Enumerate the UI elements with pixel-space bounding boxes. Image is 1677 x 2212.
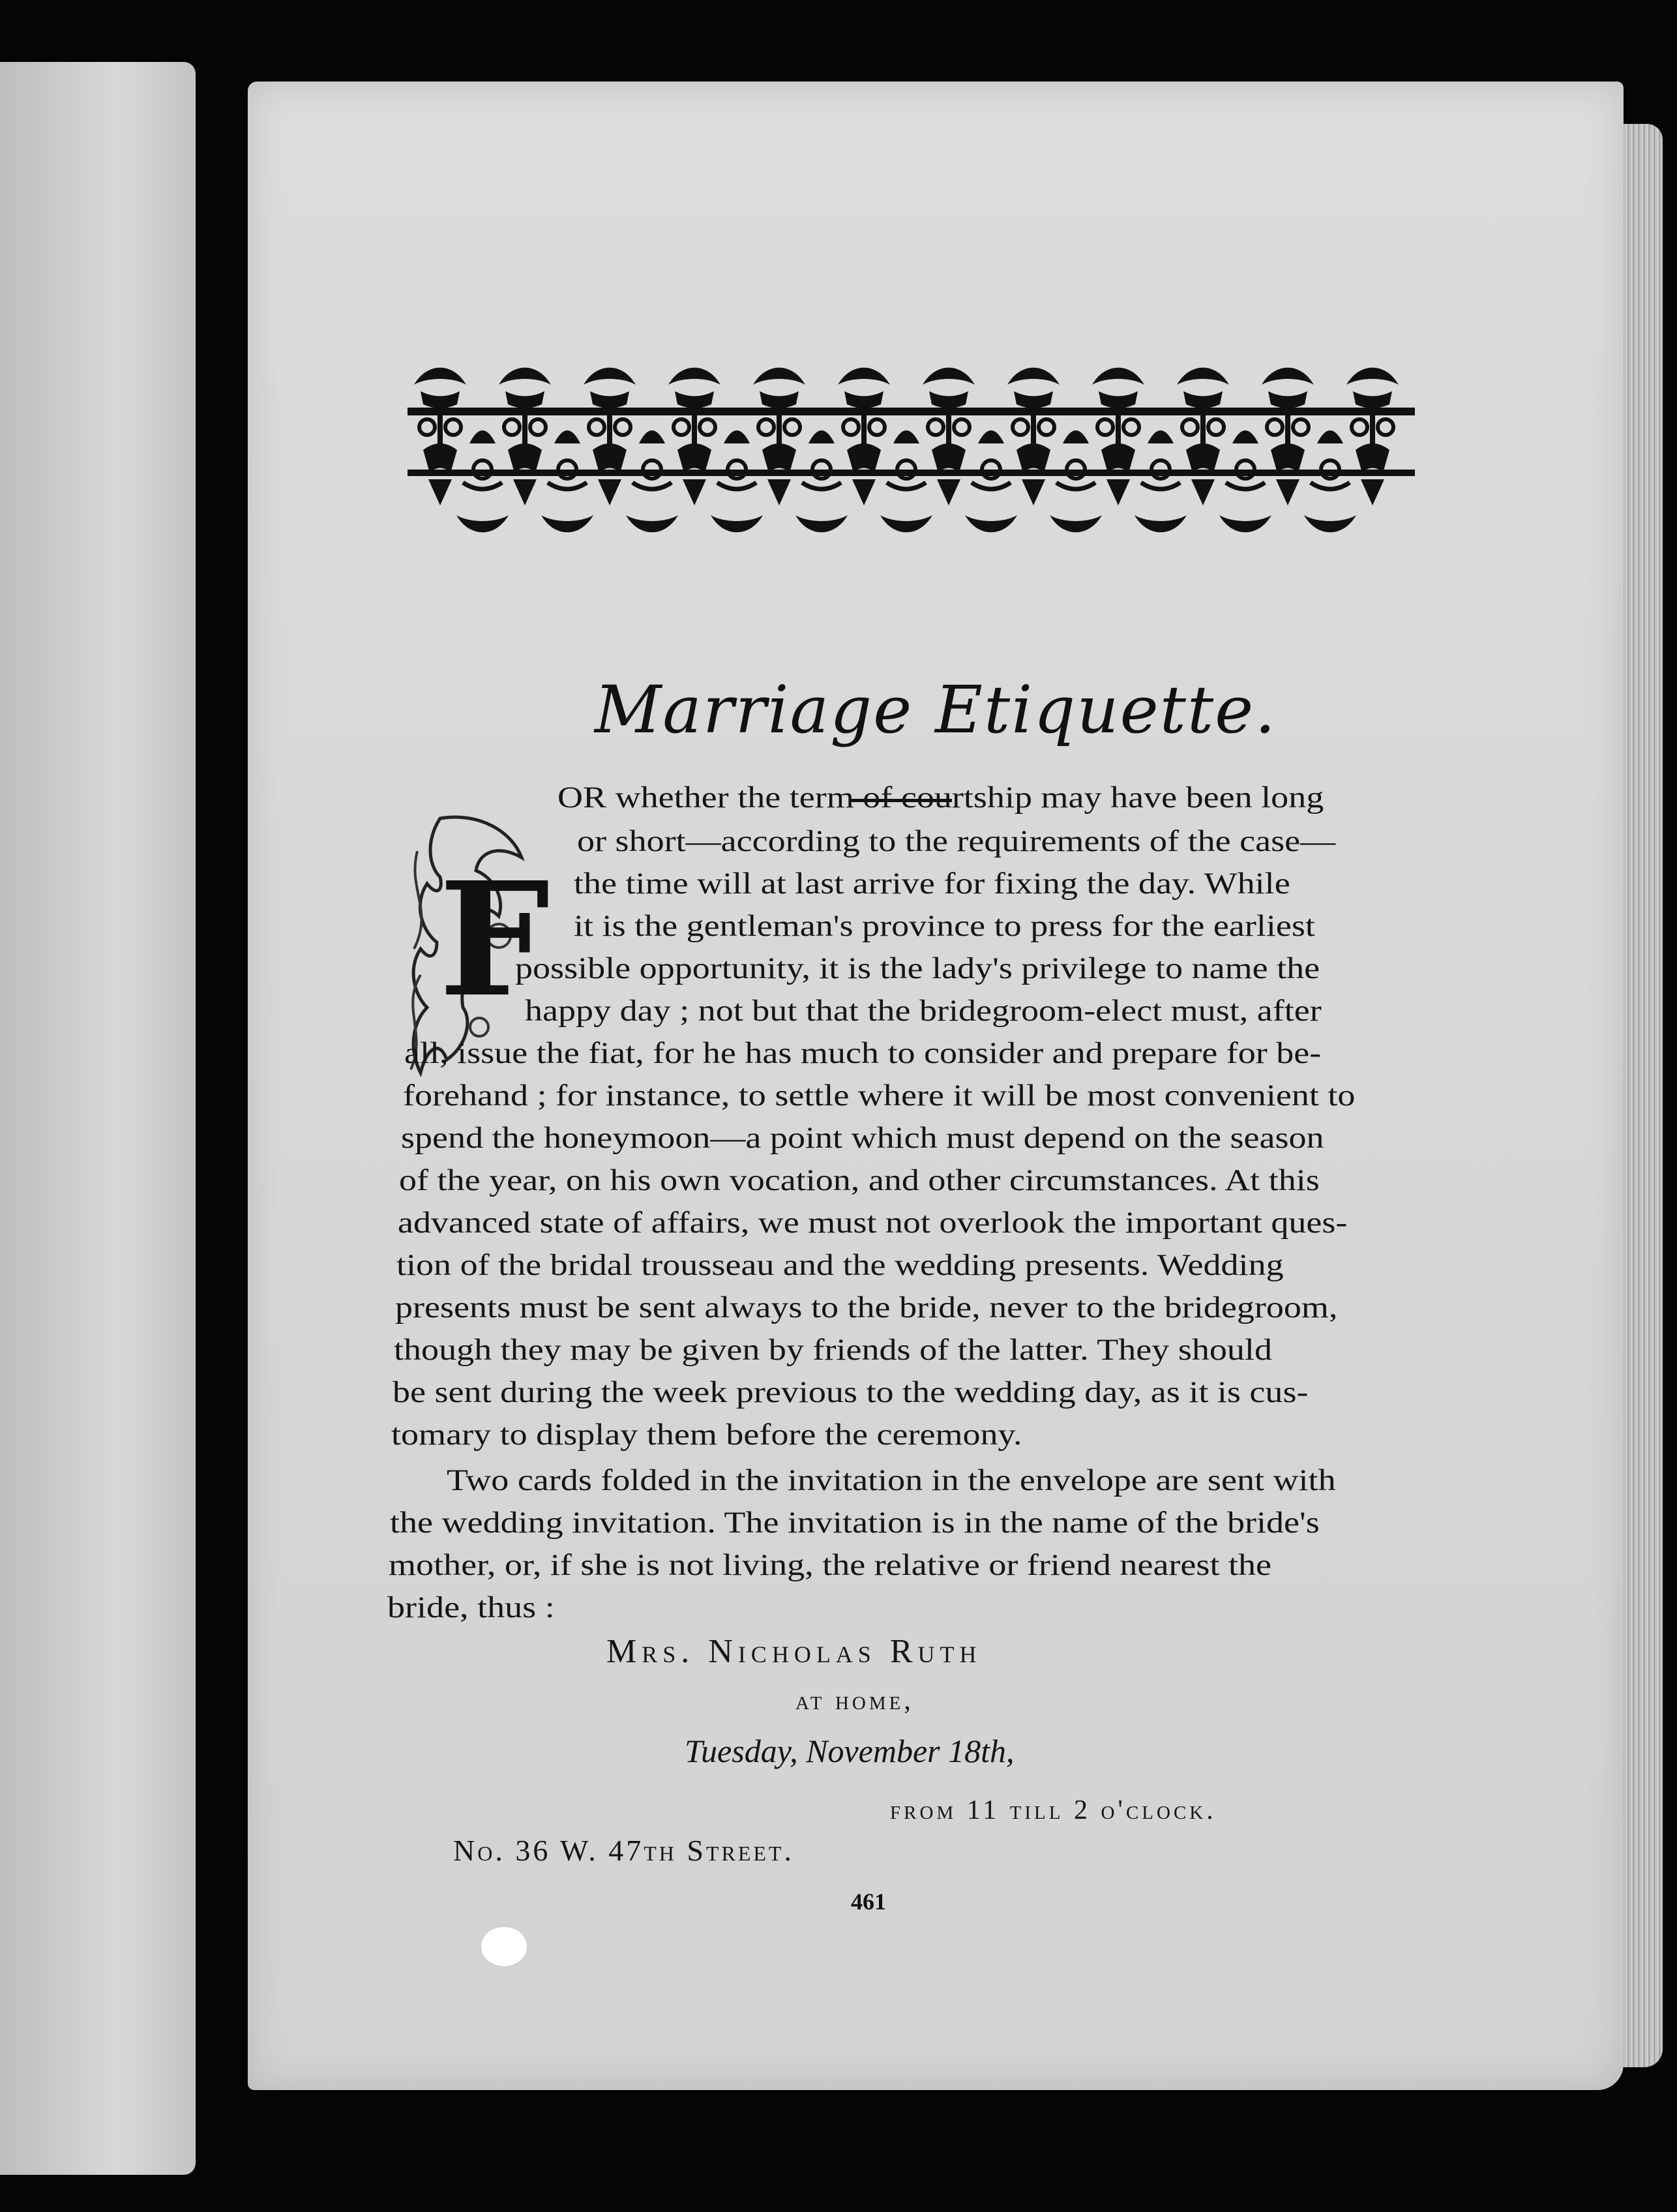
invitation-address: No. 36 W. 47th Street.	[453, 1834, 794, 1867]
text-line: or short—according to the requirements of the case—	[577, 824, 1336, 858]
text-line: the wedding invitation. The invitation is in the name of the bride's	[390, 1506, 1320, 1540]
text-line: Two cards folded in the invitation in the envelope are sent with	[447, 1463, 1336, 1497]
text-line: OR whether the term of courtship may have been long	[557, 781, 1324, 815]
text-line: tion of the bridal trousseau and the wedding presents. Wedding	[396, 1248, 1284, 1282]
text-line: the time will at last arrive for fixing the day. While	[574, 867, 1290, 901]
text-line: though they may be given by friends of the latter. They should	[394, 1333, 1272, 1367]
facing-page	[0, 62, 196, 2175]
ornament-motifs	[414, 368, 1399, 533]
text-line: all, issue the fiat, for he has much to consider and prepare for be-	[404, 1036, 1322, 1070]
text-line: happy day ; not but that the bridegroom-elect must, after	[525, 994, 1322, 1028]
text-line: it is the gentleman's province to press for the earliest	[574, 909, 1315, 943]
drop-cap-letter: F	[439, 848, 550, 1032]
text-line: forehand ; for instance, to settle where it will be most convenient to	[403, 1079, 1356, 1113]
invitation-at-home: at home,	[795, 1686, 914, 1716]
text-line: mother, or, if she is not living, the relative or friend nearest the	[389, 1548, 1272, 1582]
text-line: possible opportunity, it is the lady's privilege to name the	[515, 951, 1320, 985]
invitation-time: from 11 till 2 o'clock.	[890, 1795, 1217, 1825]
page-number: 461	[851, 1889, 886, 1915]
book-page	[248, 82, 1624, 2090]
invitation-name: Mrs. Nicholas Ruth	[606, 1633, 982, 1670]
invitation-date: Tuesday, November 18th,	[685, 1733, 1015, 1769]
ornamental-header-band	[408, 346, 1415, 561]
text-line: of the year, on his own vocation, and other circumstances. At this	[399, 1163, 1320, 1197]
text-line: presents must be sent always to the bride, never to the bridegroom,	[395, 1291, 1338, 1324]
text-line: bride, thus :	[387, 1591, 555, 1624]
chapter-title: Marriage Etiquette.	[594, 672, 1277, 748]
text-line: tomary to display them before the ceremony.	[391, 1418, 1022, 1452]
paper-blemish	[481, 1927, 527, 1966]
text-line: spend the honeymoon—a point which must depend on the season	[401, 1121, 1324, 1155]
text-line: be sent during the week previous to the wedding day, as it is cus-	[393, 1375, 1309, 1409]
text-line: advanced state of affairs, we must not overlook the important ques-	[398, 1206, 1348, 1240]
